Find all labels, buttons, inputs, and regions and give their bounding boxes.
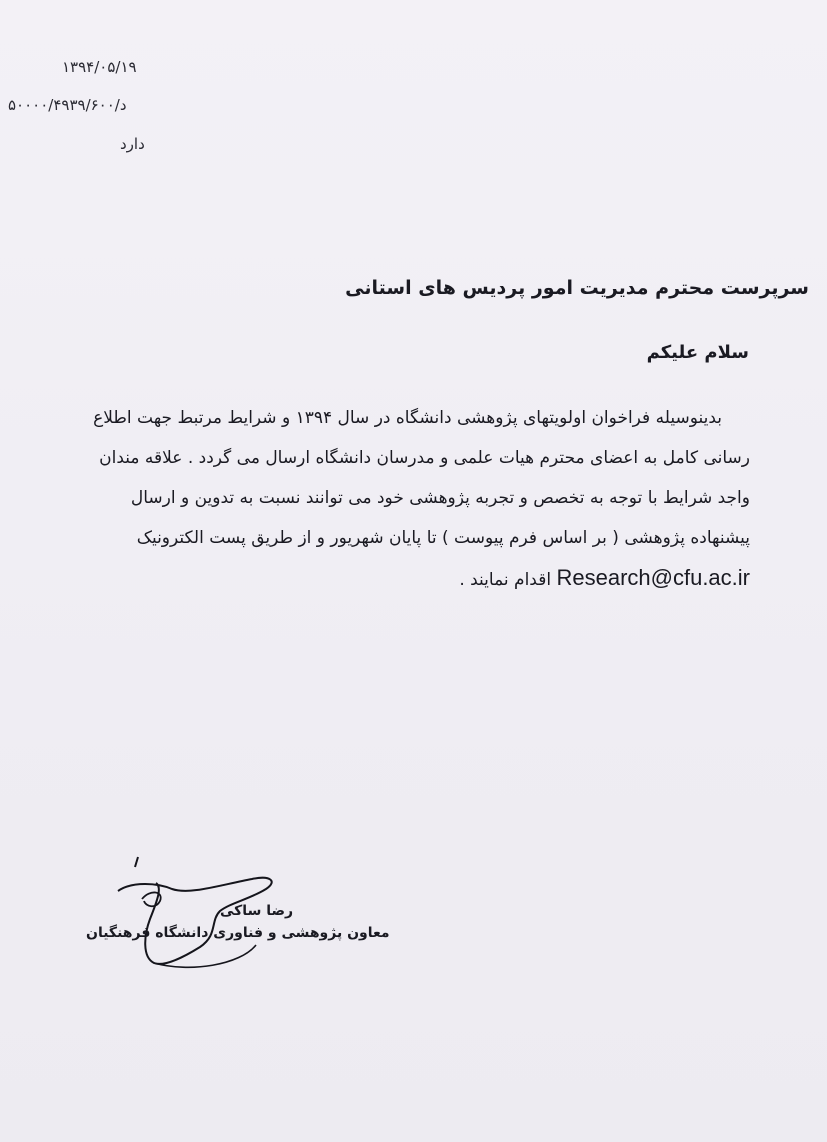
body-line: رسانی کامل به اعضای محترم هیات علمی و مدرسان دانشگاه ارسال می گردد . علاقه مندان [99, 448, 750, 468]
body-line: پیشنهاده پژوهشی ( بر اساس فرم پیوست ) تا پایان شهریور و از طریق پست الکترونیک [136, 528, 750, 548]
letter-body [50, 398, 750, 598]
handwritten-signature-icon [80, 855, 340, 985]
greeting-line: سلام علیکم [646, 342, 749, 363]
body-line: بدینوسیله فراخوان اولویتهای پژوهشی دانشگاه در سال ۱۳۹۴ و شرایط مرتبط جهت اطلاع [93, 408, 722, 428]
body-last-line [50, 558, 750, 598]
addressee-heading: سرپرست محترم مدیریت امور پردیس های استانی [345, 277, 809, 299]
signer-title: معاون پژوهشی و فناوری دانشگاه فرهنگیان [86, 925, 390, 941]
letter-number: د/۵۰۰۰۰/۴۹۳۹/۶۰۰ [8, 96, 127, 114]
signer-name: رضا ساکی [220, 903, 294, 919]
last-line-text: اقدام نمایند . [459, 570, 557, 590]
attachment-status: دارد [120, 135, 145, 153]
body-line: واجد شرایط با توجه به تخصص و تجربه پژوهشی خود می توانند نسبت به تدوین و ارسال [130, 488, 750, 508]
letter-date: ۱۳۹۴/۰۵/۱۹ [62, 58, 137, 76]
contact-email[interactable]: Research@cfu.ac.ir [556, 565, 750, 590]
signature-block [80, 855, 390, 985]
